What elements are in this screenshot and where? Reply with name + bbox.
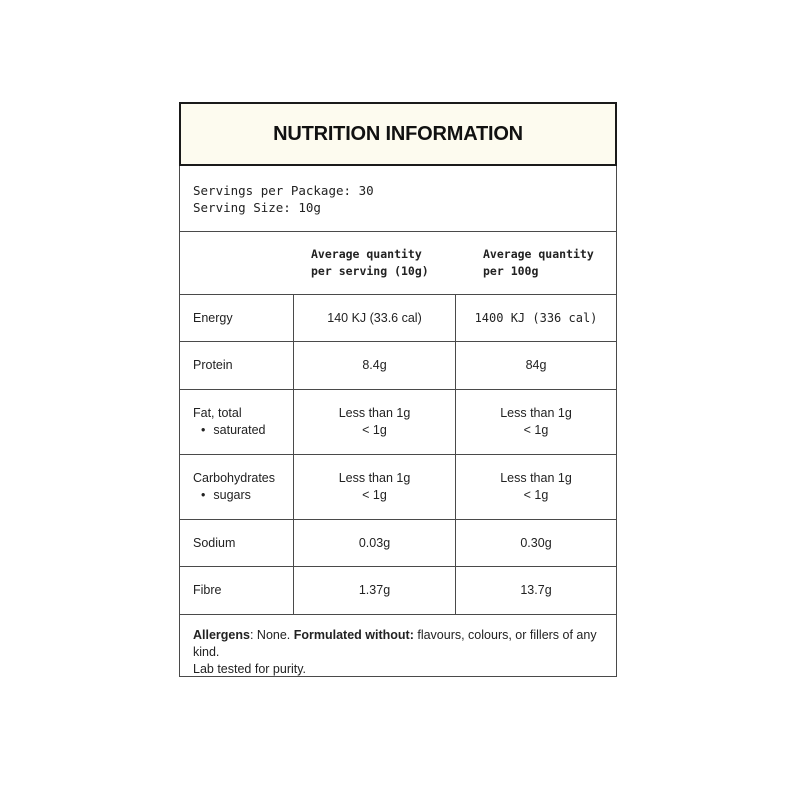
sub-row-label: • saturated <box>201 423 266 437</box>
row-label: Carbohydrates • sugars <box>180 455 293 519</box>
energy-per-100g: 1400 KJ (336 cal) <box>455 295 616 341</box>
sodium-per-serving: 0.03g <box>293 520 455 566</box>
serving-size: Serving Size: 10g <box>193 200 321 215</box>
table-row-fibre <box>180 567 616 615</box>
nutrition-panel <box>179 102 617 677</box>
fat-per-serving: Less than 1g < 1g <box>293 390 455 454</box>
row-label: Fat, total • saturated <box>180 390 293 454</box>
energy-per-serving: 140 KJ (33.6 cal) <box>293 295 455 341</box>
protein-per-100g: 84g <box>455 342 616 389</box>
bullet-icon: • <box>201 488 206 502</box>
sub-row-label: • sugars <box>201 488 251 502</box>
bullet-icon: • <box>201 423 206 437</box>
lab-tested-text: Lab tested for purity. <box>193 662 307 676</box>
allergens-text: : None. <box>249 628 294 642</box>
header-per-100g <box>455 232 616 294</box>
header-per-serving <box>293 232 455 294</box>
fibre-per-serving: 1.37g <box>293 567 455 614</box>
formulated-text: flavours, colours, or fillers of any kind. <box>193 628 597 659</box>
header-per-serving-line1: Average quantity <box>311 247 422 261</box>
servings-per-package: Servings per Package: 30 <box>193 183 374 198</box>
row-label: Fibre <box>193 583 222 597</box>
header-per-serving-line2: per serving (10g) <box>311 264 429 278</box>
fibre-per-100g: 13.7g <box>455 567 616 614</box>
header-per-100g-line2: per 100g <box>483 264 539 278</box>
row-label: Energy <box>193 310 233 325</box>
row-label: Sodium <box>193 535 236 550</box>
carbohydrates-per-serving: Less than 1g < 1g <box>293 455 455 519</box>
header-empty-cell <box>180 232 293 294</box>
fat-per-100g: Less than 1g < 1g <box>455 390 616 454</box>
formulated-label: Formulated without: <box>293 628 414 642</box>
sodium-per-100g: 0.30g <box>455 520 616 566</box>
title-box <box>179 102 617 166</box>
table-row-sodium <box>180 520 616 567</box>
page-title: NUTRITION INFORMATION <box>273 122 523 145</box>
header-per-100g-line1: Average quantity <box>483 247 594 261</box>
row-label: Protein <box>193 358 233 372</box>
nutrition-table <box>180 232 616 615</box>
table-row-protein <box>180 342 616 390</box>
footer-line-1 <box>193 627 616 661</box>
carbohydrates-per-100g: Less than 1g < 1g <box>455 455 616 519</box>
table-row-energy <box>180 295 616 342</box>
table-row-fat <box>180 390 616 455</box>
servings-section <box>180 166 616 232</box>
allergens-label: Allergens <box>193 628 250 642</box>
footer-note <box>180 615 616 677</box>
table-row-carbohydrates <box>180 455 616 520</box>
protein-per-serving: 8.4g <box>293 342 455 389</box>
table-header-row <box>180 232 616 295</box>
